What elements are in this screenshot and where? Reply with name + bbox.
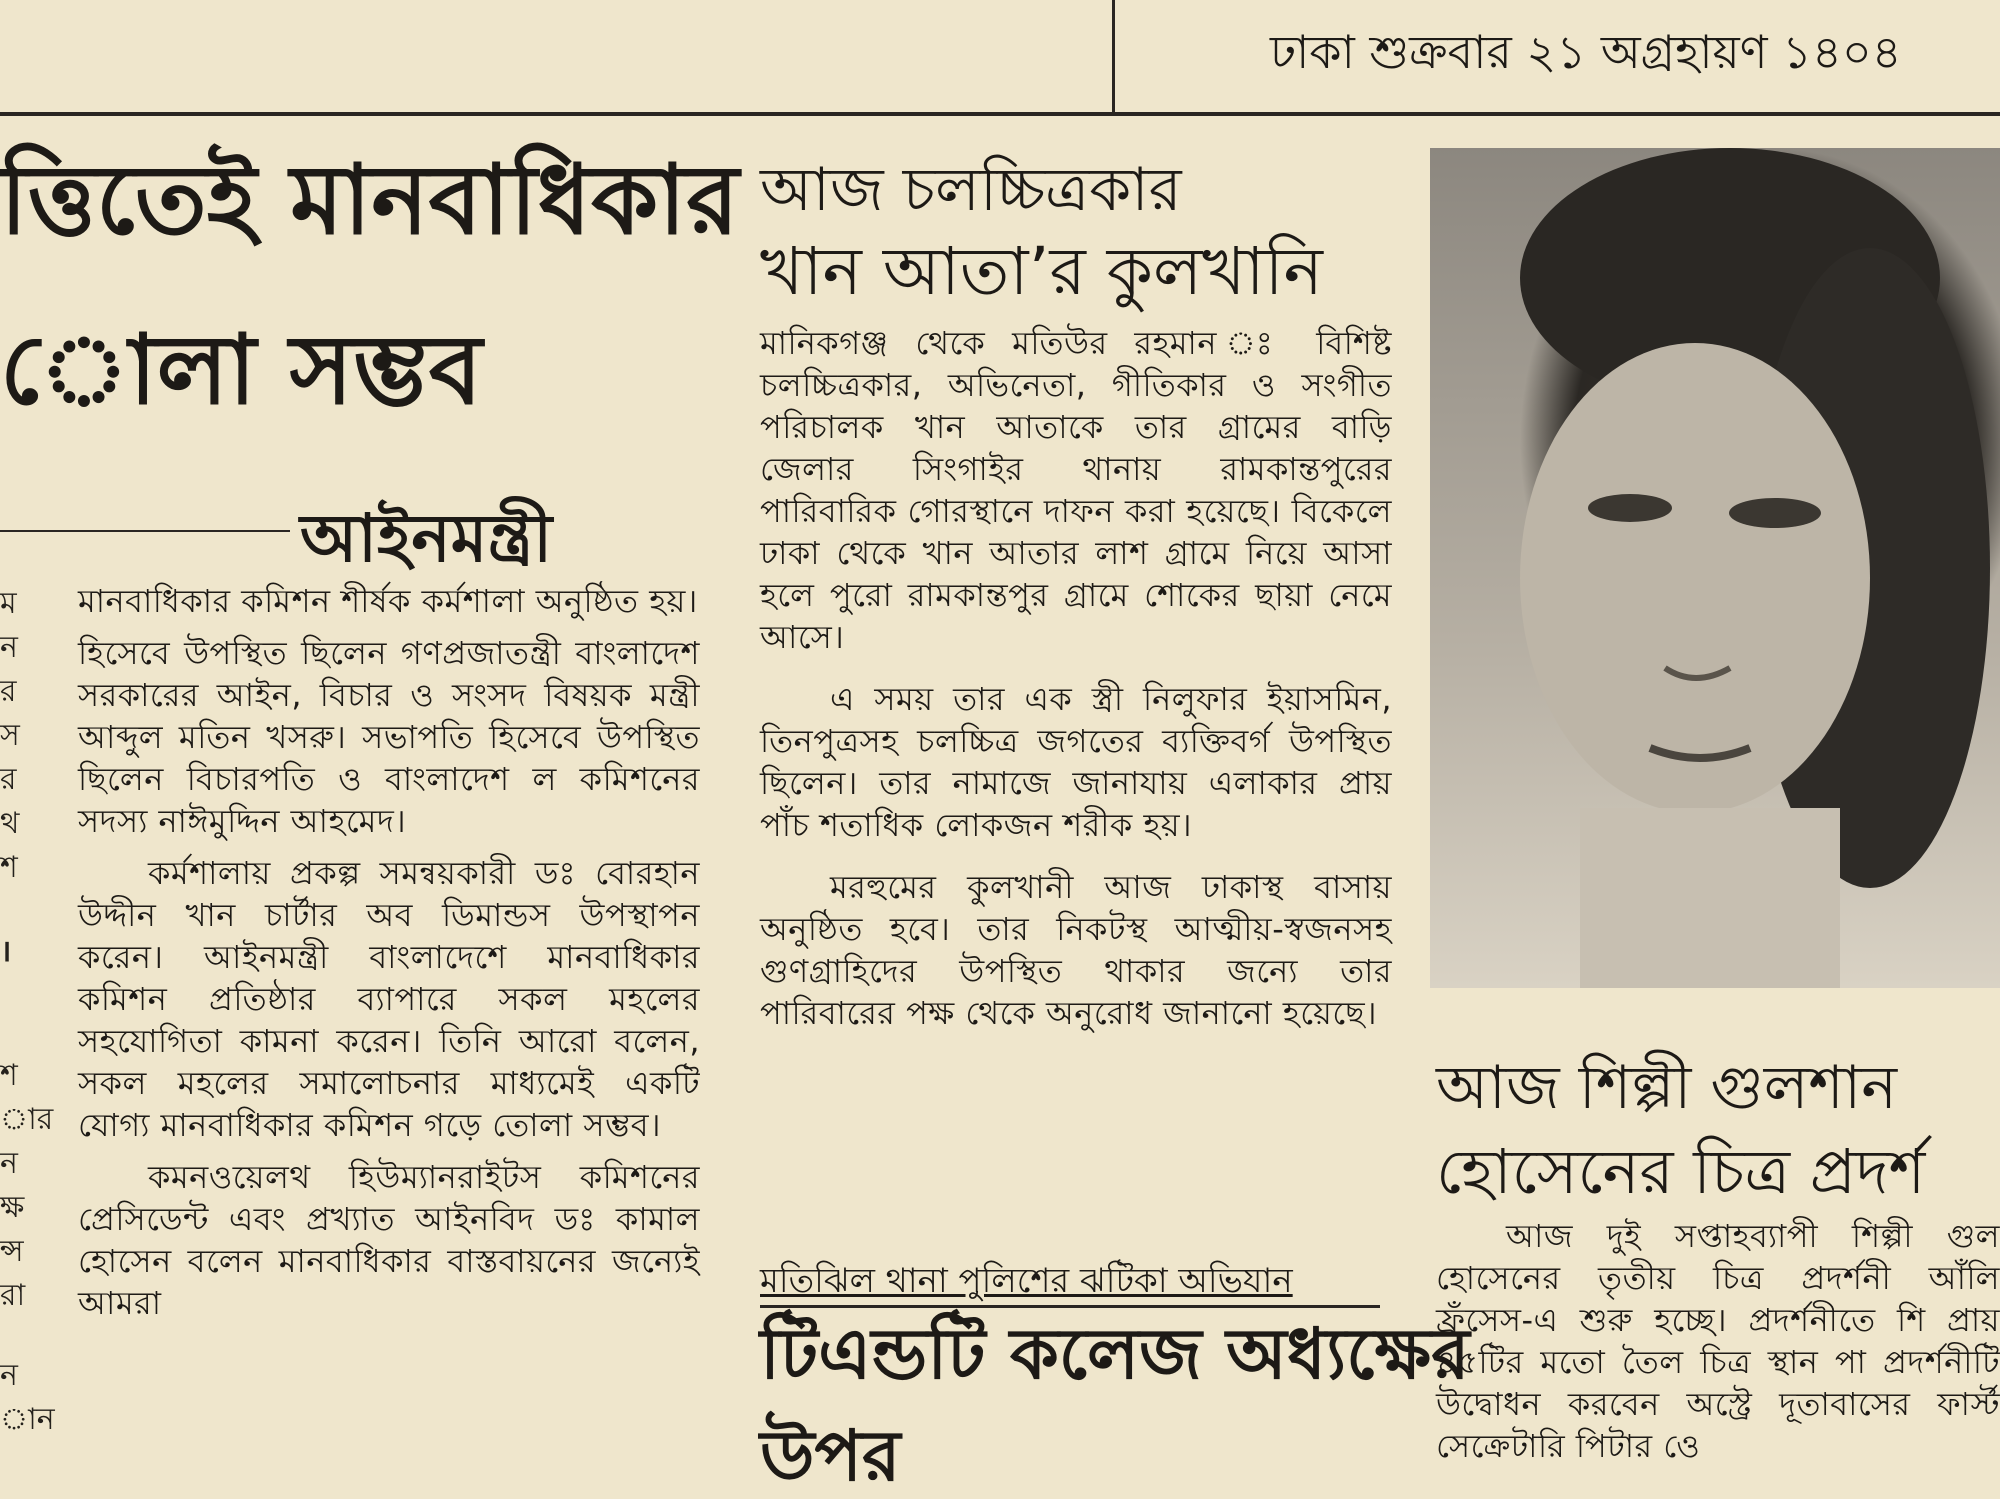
right-headline-line1: আজ শিল্পী গুলশান — [1436, 1053, 1898, 1123]
edge-fragment: ার — [0, 1102, 54, 1137]
edge-fragment: ন — [0, 1358, 18, 1393]
edge-fragment: শ — [0, 850, 18, 885]
left-headline-line1: ত্তিতেই মানবাধিকার — [0, 144, 739, 256]
byline-rule — [0, 530, 290, 532]
edge-fragment: ন্স — [0, 1234, 24, 1269]
portrait-photo — [1430, 148, 2000, 988]
lower-kicker-rule — [760, 1305, 1380, 1308]
edge-fragment: শ — [0, 1058, 18, 1093]
left-paragraph: হিসেবে উপস্থিত ছিলেন গণপ্রজাতন্ত্রী বাংলাদেশ সরকারের আইন, বিচার ও সংসদ বিষয়ক মন্ত্রী আব্দুল মতিন খসরু। সভাপতি হিসেবে উপস্থিত ছিলেন বিচারপতি ও বাংলাদেশ ল কমিশনের সদস্য নাঈমুদ্দিন আহমেদ। — [78, 634, 700, 840]
middle-paragraph: মানিকগঞ্জ থেকে মতিউর রহমান ঃ বিশিষ্ট চলচ্চিত্রকার, অভিনেতা, গীতিকার ও সংগীত পরিচালক খান আতাকে তার গ্রামের বাড়ি জেলার সিংগাইর থানায় রামকান্তপুরের পারিবারিক গোরস্থানে দাফন করা হয়েছে। বিকেলে ঢাকা থেকে খান আতার লাশ গ্রামে নিয়ে আসা হলে পুরো রামকান্তপুর গ্রামে শোকের ছায়া নেমে আসে। — [760, 324, 1392, 656]
edge-fragment: থ — [0, 806, 20, 841]
edge-fragment: । — [0, 934, 12, 969]
edge-fragment: স — [0, 718, 20, 753]
masthead-divider — [1112, 0, 1115, 112]
middle-paragraph: এ সময় তার এক স্ত্রী নিলুফার ইয়াসমিন, তিনপুত্রসহ চলচ্চিত্র জগতের ব্যক্তিবর্গ উপস্থিত ছিলেন। তার নামাজে জানাযায় এলাকার প্রায় পাঁচ শতাধিক লোকজন শরীক হয়। — [760, 680, 1392, 844]
middle-headline-line1: আজ চলচ্চিত্রকার — [760, 155, 1182, 225]
left-paragraph: কমনওয়েলথ হিউম্যানরাইটস কমিশনের প্রেসিডেন্ট এবং প্রখ্যাত আইনবিদ ডঃ কামাল হোসেন বলেন মানবাধিকার বাস্তবায়নের জন্যেই আমরা — [78, 1158, 700, 1322]
left-byline: আইনমন্ত্রী — [300, 500, 553, 577]
edge-fragment: ম — [0, 586, 17, 621]
left-paragraph: মানবাধিকার কমিশন শীর্ষক কর্মশালা অনুষ্ঠিত হয়। — [78, 582, 698, 620]
dateline: ঢাকা শুক্রবার ২১ অগ্রহায়ণ ১৪০৪ — [1270, 25, 1902, 79]
right-headline-line2: হোসেনের চিত্র প্রদর্শ — [1436, 1135, 1926, 1208]
lower-headline-line1: টিএন্ডটি কলেজ অধ্যক্ষের — [760, 1313, 1470, 1395]
portrait-illustration — [1430, 148, 2000, 988]
right-paragraph: আজ দুই সপ্তাহব্যাপী শিল্পী গুল হোসেনের তৃতীয় চিত্র প্রদর্শনী আঁলি ফ্রঁসেস-এ শুরু হচ্ছে। প্রদর্শনীতে শি প্রায় ৪৫টির মতো তৈল চিত্র স্থান পা প্রদর্শনীটি উদ্বোধন করবেন অস্ট্রে দূতাবাসের ফার্স্ট সেক্রেটারি পিটার ওে — [1436, 1217, 2000, 1465]
edge-fragment: ন — [0, 1146, 18, 1181]
left-paragraph: কর্মশালায় প্রকল্প সমন্বয়কারী ডঃ বোরহান উদ্দীন খান চার্টার অব ডিমান্ডস উপস্থাপন করেন। আইনমন্ত্রী বাংলাদেশে মানবাধিকার কমিশন প্রতিষ্ঠার ব্যাপারে সকল মহলের সহযোগিতা কামনা করেন। তিনি আরো বলেন, সকল মহলের সমালোচনার মাধ্যমেই একটি যোগ্য মানবাধিকার কমিশন গড়ে তোলা সম্ভব। — [78, 854, 700, 1144]
right-article-body — [1436, 1215, 2000, 1499]
left-headline-line2: োলা সম্ভব — [0, 314, 483, 426]
edge-fragment: র — [0, 762, 17, 797]
left-edge-fragments — [0, 582, 55, 1442]
edge-fragment: ক্ষ — [0, 1190, 25, 1225]
masthead-rule — [0, 112, 2000, 116]
lower-headline-line2: উপর — [760, 1415, 901, 1497]
middle-article-body — [760, 322, 1392, 1192]
edge-fragment: ন — [0, 630, 18, 665]
edge-fragment: রা — [0, 1278, 26, 1313]
lower-kicker: মতিঝিল থানা পুলিশের ঝটিকা অভিযান — [760, 1261, 1293, 1301]
edge-fragment: র — [0, 674, 17, 709]
middle-headline-line2: খান আতা’র কুলখানি — [760, 233, 1323, 310]
middle-paragraph: মরহুমের কুলখানী আজ ঢাকাস্থ বাসায় অনুষ্ঠিত হবে। তার নিকটস্থ আত্মীয়-স্বজনসহ গুণগ্রাহিদের উপস্থিত থাকার জন্যে তার পারিবারের পক্ষ থেকে অনুরোধ জানানো হয়েছে। — [760, 868, 1392, 1032]
edge-fragment: ান — [0, 1402, 55, 1437]
left-article-body — [78, 580, 700, 1495]
